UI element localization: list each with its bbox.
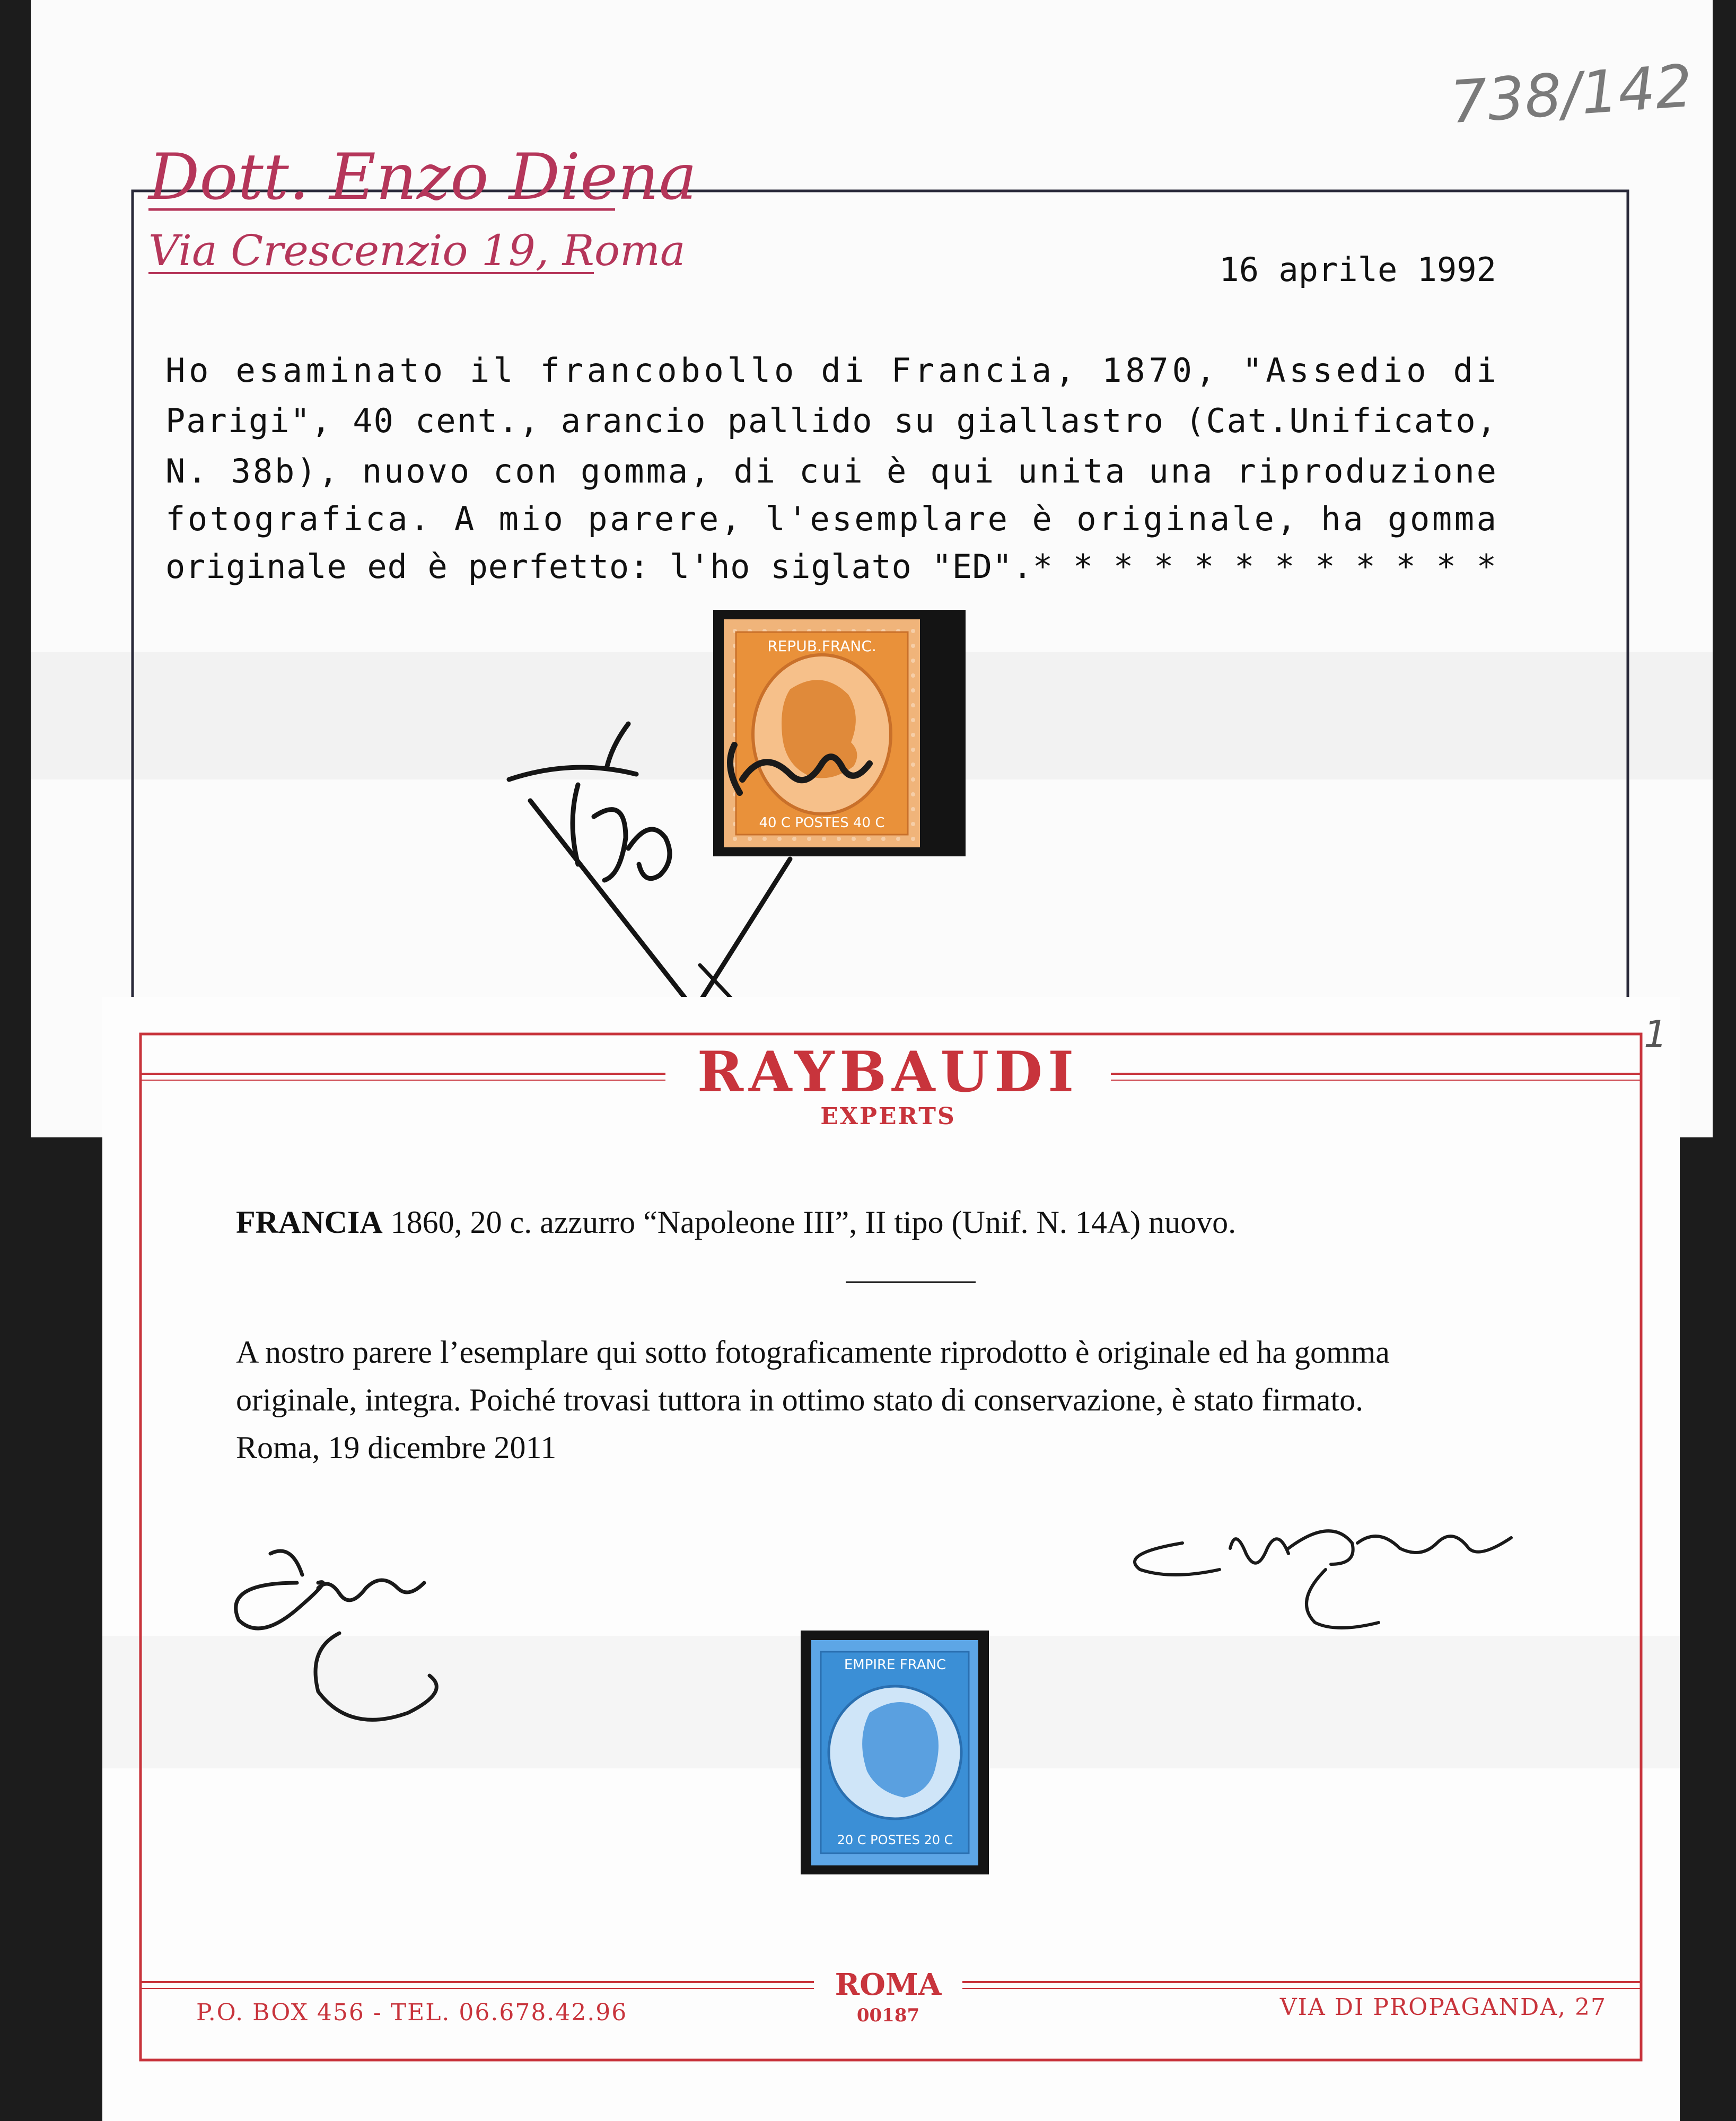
lot-country: FRANCIA <box>236 1205 383 1240</box>
napoleon-stamp-top-text: EMPIRE FRANC <box>844 1657 946 1673</box>
diena-certificate <box>31 0 1713 1137</box>
pencil-note: 738/142 <box>1448 51 1695 137</box>
diena-body-line: Ho esaminato il francobollo di Francia, 1870, "Assedio di <box>165 351 1496 390</box>
diena-date: 16 aprile 1992 <box>1219 250 1496 289</box>
raybaudi-certificate <box>102 997 1680 2121</box>
napoleon-stamp-bottom-text: 20 C POSTES 20 C <box>837 1833 953 1847</box>
diena-body-line: originale ed è perfetto: l'ho siglato "ED".* * * * * * * * * * * * <box>165 547 1496 586</box>
lot-details: 1860, 20 c. azzurro “Napoleone III”, II tipo (Unif. N. 14A) nuovo. <box>382 1205 1237 1240</box>
diena-body <box>165 351 1496 586</box>
raybaudi-subtitle: EXPERTS <box>820 1103 956 1130</box>
footer-contact: P.O. BOX 456 - TEL. 06.678.42.96 <box>196 1999 628 2026</box>
letterhead-address: Via Crescenzio 19, Roma <box>148 226 686 275</box>
diena-body-line: Parigi", 40 cent., arancio pallido su giallastro (Cat.Unificato, <box>165 401 1496 440</box>
footer-city: ROMA <box>835 1967 942 2002</box>
footer-address: VIA DI PROPAGANDA, 27 <box>1279 1994 1607 2021</box>
ceres-stamp-bottom-text: 40 C POSTES 40 C <box>759 815 885 831</box>
raybaudi-body-line: A nostro parere l’esemplare qui sotto fotograficamente riprodotto è originale ed ha gomma <box>236 1335 1390 1370</box>
raybaudi-stamp-photo <box>801 1631 989 1874</box>
footer-zip: 00187 <box>856 2005 920 2026</box>
ceres-stamp-top-text: REPUB.FRANC. <box>767 637 876 655</box>
raybaudi-body-line: originale, integra. Poiché trovasi tuttora in ottimo stato di conservazione, è stato firmato. <box>236 1382 1364 1417</box>
corner-mark: 1 <box>1644 1013 1668 1056</box>
letterhead-name: Dott. Enzo Diena <box>148 141 697 214</box>
diena-body-line: N. 38b), nuovo con gomma, di cui è qui unita una riproduzione <box>165 452 1496 490</box>
raybaudi-body-line: Roma, 19 dicembre 2011 <box>236 1430 557 1465</box>
raybaudi-paper <box>102 997 1680 2121</box>
lot-description <box>236 1205 1236 1240</box>
raybaudi-title: RAYBAUDI <box>697 1039 1080 1105</box>
diena-body-line: fotografica. A mio parere, l'esemplare è originale, ha gomma <box>165 499 1496 538</box>
diena-stamp-photo <box>713 610 966 856</box>
